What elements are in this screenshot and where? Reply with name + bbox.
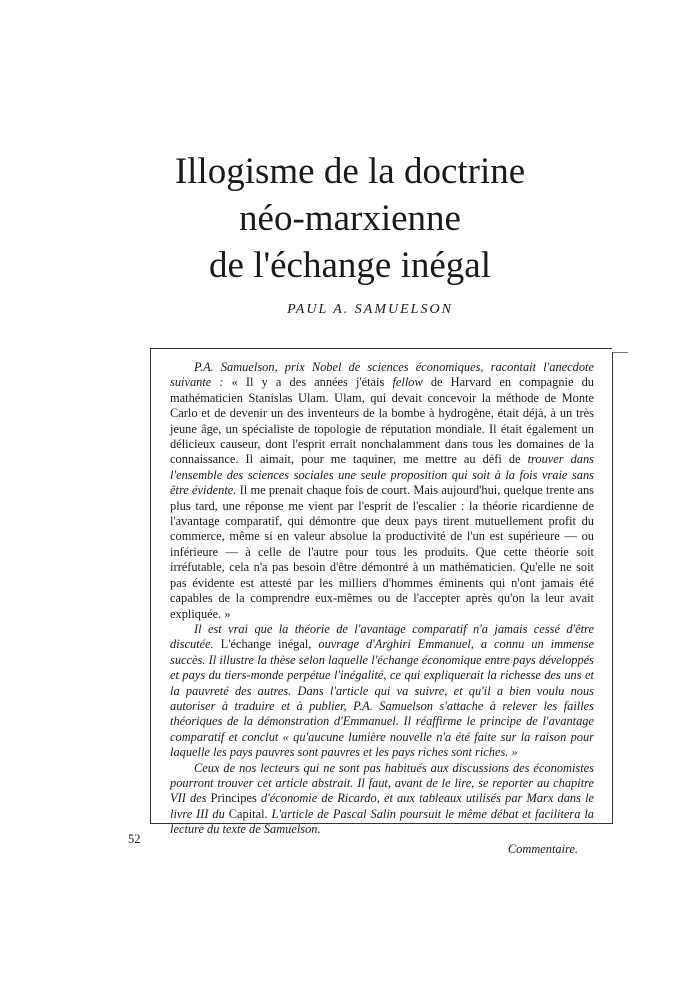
signature: Commentaire. xyxy=(507,841,578,856)
author-name: PAUL A. SAMUELSON xyxy=(287,302,453,317)
text-run: P.A. Samuelson, prix Nobel de sciences économiques, racontait l'anecdote suivante : xyxy=(170,360,594,390)
text-run: « Il y a des années j'étais xyxy=(223,375,393,390)
title-line: Illogisme de la doctrine xyxy=(174,151,526,192)
text-run: de Harvard en compagnie du mathématicien Stanislas Ulam. Ulam, qui devait concevoir la méthode de Monte Carlo et de devenir un des inventeurs de la bombe à hydrogène, était déjà, à un très jeune âge, un spécialiste de topologie de réputation mondiale. Il était également un délicieux causeur, dont l'esprit errait nonchalamment dans tous les domaines de la connaissance. Il aimait, pour me taquiner, me mettre au défi de xyxy=(170,375,594,467)
page-number: 52 xyxy=(128,832,141,846)
title-line: néo-marxienne xyxy=(239,198,461,239)
frame-left-rule xyxy=(150,348,151,823)
text-run: Il est vrai que la théorie de l'avantage comparatif n'a jamais cessé d'être discutée. xyxy=(170,621,594,652)
intro-paragraph xyxy=(170,360,594,622)
text-run: d'économie de Ricardo, et aux tableaux utilisés par Marx dans le livre III du xyxy=(170,791,595,821)
intro-paragraph xyxy=(170,761,594,838)
intro-paragraph xyxy=(170,622,594,761)
frame-top-rule-tail xyxy=(612,352,628,353)
text-run: Capital. xyxy=(224,806,272,821)
text-run: fellow xyxy=(392,375,423,390)
frame-top-rule xyxy=(150,348,612,349)
frame-right-rule xyxy=(612,352,613,823)
editorial-introduction xyxy=(170,360,594,857)
text-run: Principes xyxy=(206,791,261,806)
text-run: Ceux de nos lecteurs qui ne sont pas habitués aux discussions des économistes pourront trouver cet article abstrait. Il faut, avant de le lire, se reporter au chapitre VII des xyxy=(170,760,594,806)
text-run: trouver dans l'ensemble des sciences sociales une seule proposition qui soit à la fois vraie sans être évidente. xyxy=(170,452,595,498)
text-run: L'article de Pascal Salin poursuit le même débat et facilitera la lecture du texte de Samuelson. xyxy=(170,806,594,837)
text-run: Il me prenait chaque fois de court. Mais aujourd'hui, quelque trente ans plus tard, une réponse me vient par l'esprit de l'escalier : la théorie ricardienne de l'avantage comparatif, qui démontre que deux pays tirent mutuellement profit du commerce, même si en valeur absolue la productivité de l'un est supérieure — ou inférieure — à celle de l'autre pour tous les produits. Que cette théorie soit irréfutable, cela n'a pas besoin d'être démontré à un mathématicien. Qu'elle ne soit pas évidente est attesté par les milliers d'hommes éminents qui n'ont jamais été capables de la comprendre eux-mêmes ou de l'accepter après qu'on la leur avait expliquée. » xyxy=(170,483,594,621)
text-run: ouvrage d'Arghiri Emmanuel, a connu un immense succès. Il illustre la thèse selon laquelle l'échange économique entre pays développés et pays du tiers-monde perpétue l'inégalité, ce qui expliquerait la richesse des uns et la pauvreté des autres. Dans l'article qui va suivre, et qu'il a bien voulu nous autoriser à traduire et à publier, P.A. Samuelson s'attache à relever les failles théoriques de la démonstration d'Emmanuel. Il réaffirme le principe de l'avantage comparatif et conclut « qu'aucune lumière nouvelle n'a été faite sur la raison pour laquelle les pays pauvres sont pauvres et les pays riches sont riches. » xyxy=(170,637,594,760)
text-run: L'échange inégal, xyxy=(213,637,319,652)
title-line: de l'échange inégal xyxy=(209,245,491,286)
article-title xyxy=(0,148,700,289)
